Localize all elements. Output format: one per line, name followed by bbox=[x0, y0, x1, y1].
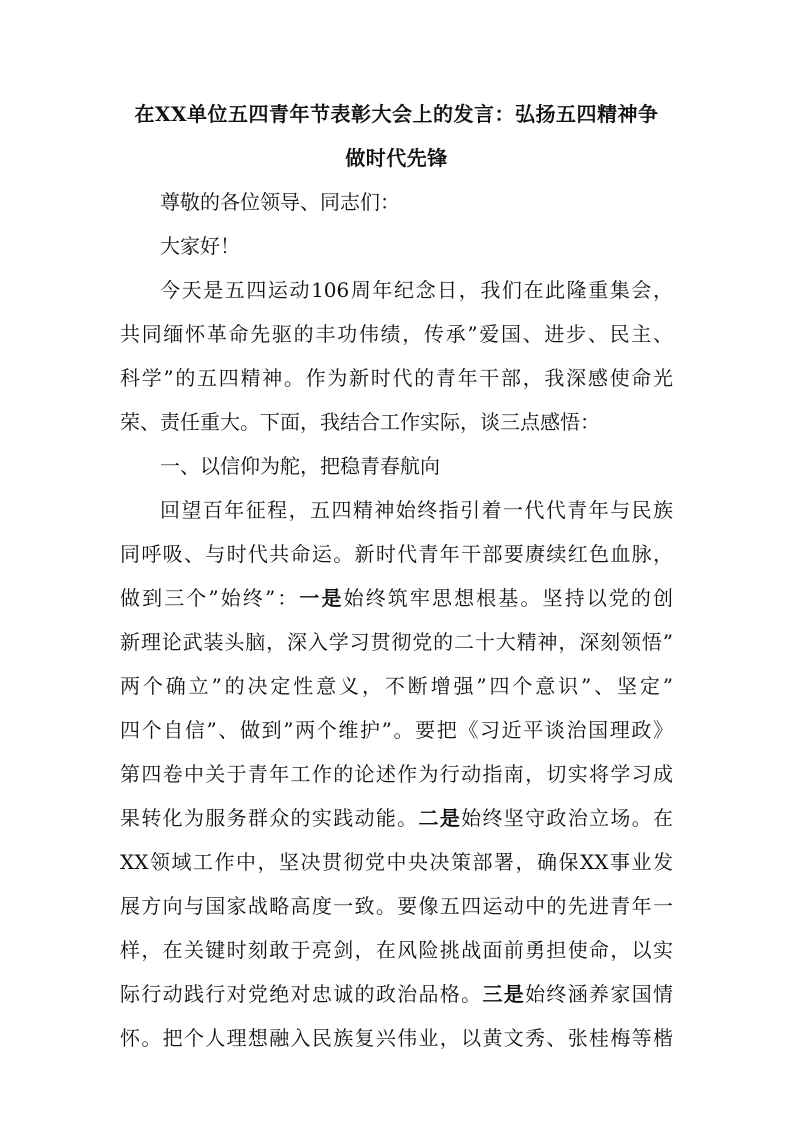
section-1-line-5: 两个确立”的决定性意义，不断增强”四个意识”、坚定” bbox=[120, 674, 673, 698]
hello: 大家好！ bbox=[160, 234, 240, 258]
point-one-marker: 一是 bbox=[299, 586, 344, 610]
section-1-line-12-text-a: 际行动践行对党绝对忠诚的政治品格。 bbox=[120, 982, 483, 1006]
section-1-line-10: 展方向与国家战略高度一致。要像五四运动中的先进青年一 bbox=[120, 894, 673, 918]
section-1-heading: 一、以信仰为舵，把稳青春航向 bbox=[160, 454, 440, 478]
section-1-line-9: XX领域工作中，坚决贯彻党中央决策部署，确保XX事业发 bbox=[120, 850, 673, 874]
section-1-line-4: 新理论武装头脑，深入学习贯彻党的二十大精神，深刻领悟” bbox=[120, 630, 673, 654]
section-1-line-11: 样，在关键时刻敢于亮剑，在风险挑战面前勇担使命，以实 bbox=[120, 938, 673, 962]
section-1-line-12 bbox=[120, 972, 673, 1016]
section-1-line-3-text-a: 做到三个”始终”： bbox=[120, 586, 300, 610]
intro-line-4: 荣、责任重大。下面，我结合工作实际，谈三点感悟： bbox=[120, 410, 600, 434]
section-1-line-13: 怀。把个人理想融入民族复兴伟业，以黄文秀、张桂梅等楷 bbox=[120, 1026, 673, 1050]
section-1-line-8-text-a: 果转化为服务群众的实践动能。 bbox=[120, 806, 419, 830]
intro-line-2: 共同缅怀革命先驱的丰功伟绩，传承”爱国、进步、民主、 bbox=[120, 322, 673, 346]
point-two-marker: 二是 bbox=[418, 806, 462, 830]
intro-line-1: 今天是五四运动106周年纪念日，我们在此隆重集会， bbox=[160, 278, 673, 302]
section-1-line-7: 第四卷中关于青年工作的论述作为行动指南，切实将学习成 bbox=[120, 762, 673, 786]
section-1-line-3 bbox=[120, 576, 673, 620]
intro-line-3: 科学”的五四精神。作为新时代的青年干部，我深感使命光 bbox=[120, 366, 673, 390]
point-three-marker: 三是 bbox=[482, 982, 526, 1006]
greeting: 尊敬的各位领导、同志们： bbox=[160, 190, 400, 214]
section-1-line-6: 四个自信”、做到”两个维护”。要把《习近平谈治国理政》 bbox=[120, 718, 673, 742]
section-1-line-1: 回望百年征程，五四精神始终指引着一代代青年与民族 bbox=[160, 498, 673, 522]
section-1-line-3-text-b: 始终筑牢思想根基。坚持以党的创 bbox=[343, 586, 674, 610]
section-1-line-2: 同呼吸、与时代共命运。新时代青年干部要赓续红色血脉， bbox=[120, 542, 673, 566]
section-1-line-8-text-b: 始终坚守政治立场。在 bbox=[461, 806, 674, 830]
document-title-line-2: 做时代先锋 bbox=[345, 146, 448, 170]
section-1-line-8 bbox=[120, 796, 673, 840]
document-title-line-1: 在XX单位五四青年节表彰大会上的发言：弘扬五四精神争 bbox=[134, 102, 659, 126]
section-1-line-12-text-b: 始终涵养家国情 bbox=[525, 982, 674, 1006]
